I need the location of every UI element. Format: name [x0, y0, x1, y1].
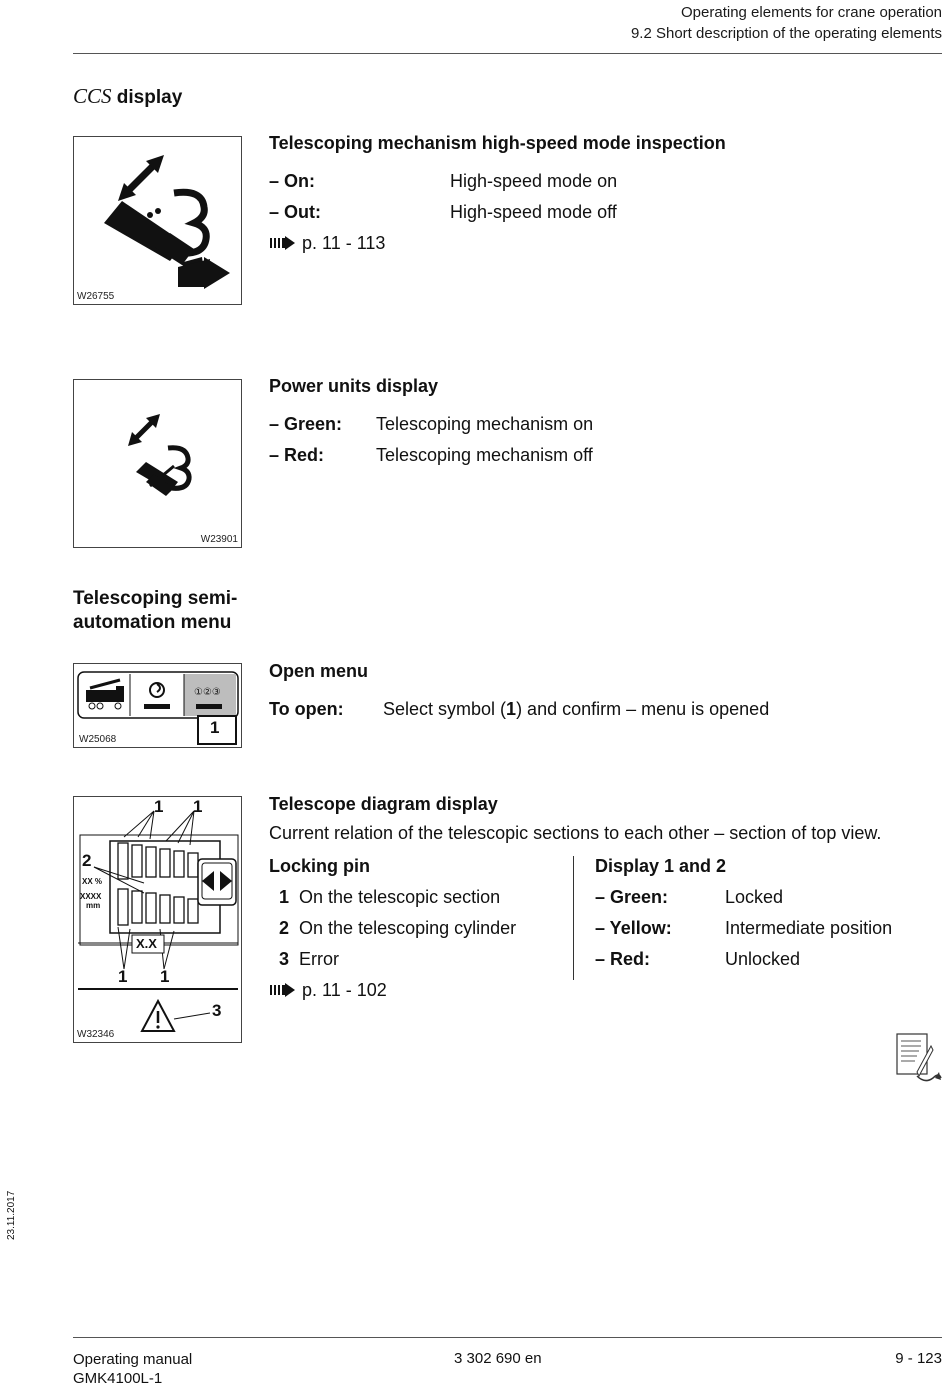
item-text: On the telescopic section: [299, 887, 501, 907]
callout-1: 1: [160, 967, 170, 986]
instruction-label: To open:: [269, 699, 344, 719]
display-title: Display 1 and 2: [595, 856, 727, 876]
locking-pin-title: Locking pin: [269, 856, 370, 876]
item-value: High-speed mode off: [450, 202, 617, 222]
header-chapter: Operating elements for crane operation: [681, 4, 942, 21]
item-value: Locked: [725, 887, 784, 907]
list-item: [269, 202, 869, 226]
block3-title: Open menu: [269, 661, 369, 681]
header-section: 9.2 Short description of the operating elements: [630, 25, 942, 42]
item-value: Telescoping mechanism off: [376, 445, 593, 465]
section-line: automation menu: [73, 612, 232, 633]
list-item: [279, 918, 516, 939]
item-value: Unlocked: [725, 949, 801, 969]
list-item: [269, 414, 869, 438]
instruction-text: ) and confirm – menu is opened: [516, 699, 770, 719]
list-item: [595, 949, 935, 973]
reference-arrow-icon: [269, 235, 297, 251]
running-header: [631, 2, 942, 44]
item-label: – Red:: [269, 445, 325, 465]
list-item: [279, 887, 500, 908]
figure-high-speed-symbol: [73, 136, 242, 305]
instruction-value: [383, 699, 769, 720]
item-label: – Green:: [595, 887, 669, 907]
notes-return-icon[interactable]: [895, 1032, 943, 1087]
item-value: Intermediate position: [725, 918, 893, 938]
list-item: [269, 445, 869, 469]
figure-menu-bar: [73, 663, 242, 748]
side-date: 23.11.2017: [6, 1190, 17, 1240]
instruction-symbol: 1: [506, 699, 517, 719]
list-item: [279, 949, 339, 970]
section-line: Telescoping semi-: [73, 588, 238, 609]
menu-symbol-label: ①②③: [194, 687, 221, 698]
percent-label: XX %: [82, 877, 103, 886]
item-label: – Yellow:: [595, 918, 672, 938]
callout-2: 2: [82, 851, 92, 870]
figure-callout: 1: [210, 718, 220, 737]
item-label: – Red:: [595, 949, 651, 969]
page-reference[interactable]: [269, 233, 385, 254]
item-label: – On:: [269, 171, 316, 191]
block4-subtitle: Current relation of the telescopic sections to each other – section of top view.: [269, 823, 882, 843]
footer-left: [73, 1350, 192, 1388]
item-value: Telescoping mechanism on: [376, 414, 594, 434]
item-value: High-speed mode on: [450, 171, 618, 191]
list-item: [595, 918, 935, 942]
callout-1: 1: [193, 797, 203, 816]
list-item: [595, 887, 935, 911]
item-number: 3: [279, 949, 290, 969]
page-reference[interactable]: [269, 980, 387, 1001]
callout-1: 1: [118, 967, 128, 986]
callout-1: 1: [154, 797, 164, 816]
footer-model: GMK4100L-1: [73, 1370, 163, 1387]
figure-code: W32346: [77, 1029, 115, 1040]
figure-power-units-symbol: [73, 379, 242, 548]
footer-doc-number: 3 302 690 en: [454, 1350, 542, 1367]
item-label: – Green:: [269, 414, 343, 434]
length-label: XXXX: [80, 892, 102, 901]
figure-telescope-diagram: [73, 796, 242, 1043]
footer-manual: Operating manual: [73, 1351, 193, 1368]
ccs-rest: display: [116, 87, 183, 108]
footer-rule: [73, 1337, 942, 1338]
figure-code: W26755: [77, 291, 115, 302]
center-value: X.X: [136, 936, 157, 951]
section-title-ccs: [73, 84, 182, 109]
block2-title: Power units display: [269, 376, 439, 396]
item-text: On the telescoping cylinder: [299, 918, 517, 938]
item-label: – Out:: [269, 202, 321, 222]
instruction-text: Select symbol (: [383, 699, 507, 719]
reference-arrow-icon: [269, 982, 297, 998]
reference-text: p. 11 - 102: [302, 980, 387, 1000]
callout-3: 3: [212, 1001, 222, 1020]
footer-page-number: 9 - 123: [895, 1350, 942, 1367]
item-number: 2: [279, 918, 290, 938]
block1-title: Telescoping mechanism high-speed mode inspection: [269, 133, 726, 153]
item-text: Error: [299, 949, 340, 969]
figure-code: W25068: [79, 734, 117, 745]
list-item: [269, 171, 869, 195]
instruction-row: [269, 699, 909, 723]
column-divider: [573, 856, 574, 980]
header-rule: [73, 53, 942, 54]
section-title-semi-automation: [73, 587, 237, 635]
figure-code: W23901: [200, 534, 238, 545]
block4-title: Telescope diagram display: [269, 794, 498, 814]
item-number: 1: [279, 887, 290, 907]
reference-text: p. 11 - 113: [302, 233, 386, 253]
unit-label: mm: [86, 901, 101, 910]
ccs-italic: CCS: [73, 84, 112, 108]
telescoping-high-speed-icon: [74, 137, 241, 304]
power-units-icon: [74, 380, 241, 547]
